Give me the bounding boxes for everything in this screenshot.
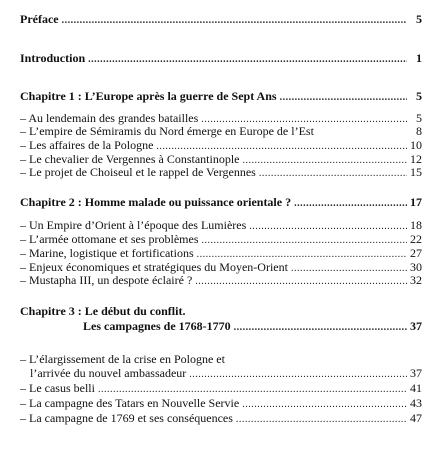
toc-entry-page: 18 [410,218,422,232]
toc-entry-page: 47 [410,411,422,425]
toc-entry [20,396,422,412]
toc-entry-label: – Le projet de Choiseul et le rappel de Vergennes [20,165,256,179]
toc-entry-page: 30 [410,260,422,274]
toc-entry-label: l’arrivée du nouvel ambassadeur [30,366,187,380]
toc-entry-page: 37 [410,319,422,333]
toc-entry-label: Les campagnes de 1768-1770 [83,319,231,333]
toc-entry-label: Chapitre 2 : Homme malade ou puissance orientale ? [20,195,292,209]
toc-entry-label: – L’armée ottomane et ses problèmes [20,232,199,246]
toc-entry-label: – La campagne des Tatars en Nouvelle Servie [20,396,240,410]
toc-entry-page: 32 [410,273,422,287]
toc-entry-label: – L’empire de Sémiramis du Nord émerge en Europe de l’Est [20,124,314,138]
toc-entry-page: 27 [410,246,422,260]
toc-chapter-2-heading [20,195,422,211]
toc-entry-label: Introduction [20,51,86,65]
toc-chapter-1-heading [20,89,422,105]
dot-leader [242,398,407,412]
toc-entry-label: – Le chevalier de Vergennes à Constantinople [20,152,240,166]
toc-entry-continuation [30,366,422,382]
dot-leader [236,413,407,427]
toc-entry-page: 41 [410,381,422,395]
toc-entry-label: – Mustapha III, un despote éclairé ? [20,273,193,287]
toc-chapter-3-heading [20,304,422,318]
dot-leader [234,321,407,335]
dot-leader [195,275,407,289]
toc-entry [20,165,422,181]
toc-entry-page: 5 [416,111,422,125]
toc-entry-page: 15 [410,165,422,179]
toc-entry-label: – Le casus belli [20,381,95,395]
toc-entry-label: – Marine, logistique et fortifications [20,246,194,260]
toc-entry-page: 5 [416,89,422,103]
toc-entry-label: Chapitre 1 : L’Europe après la guerre de Sept Ans [20,89,277,103]
toc-entry-label: – Les affaires de la Pologne [20,138,154,152]
toc-entry-label: – La campagne de 1769 et ses conséquences [20,411,233,425]
toc-entry [20,273,422,289]
dot-leader [88,53,407,67]
toc-entry-label: Chapitre 3 : Le début du conflit. [20,304,186,318]
toc-entry-page: 10 [410,138,422,152]
toc-entry [20,411,422,427]
toc-entry-label: – Enjeux économiques et stratégiques du Moyen-Orient [20,260,288,274]
dot-leader [98,383,407,397]
toc-entry [20,124,422,138]
toc-entry-page: 12 [410,152,422,166]
toc-entry-label: – L’élargissement de la crise en Pologne et [20,352,225,366]
toc-entry-page: 22 [410,232,422,246]
toc-chapter-3-subheading [83,319,422,335]
toc-entry-page: 43 [410,396,422,410]
toc-entry-page: 8 [416,124,422,138]
toc-entry [20,381,422,397]
dot-leader [280,91,407,105]
toc-entry-preface [20,12,422,28]
toc-entry [20,352,422,366]
toc-entry-page: 1 [416,51,422,65]
toc-entry-label: – Au lendemain des grandes batailles [20,111,199,125]
toc-entry-label: Préface [20,12,59,26]
toc-entry-page: 5 [416,12,422,26]
dot-leader [294,197,407,211]
toc-entry-introduction [20,51,422,67]
dot-leader [189,368,407,382]
toc-entry-page: 17 [410,195,422,209]
dot-leader [62,14,407,28]
dot-leader [259,167,407,181]
toc-entry-page: 37 [410,366,422,380]
toc-entry-label: – Un Empire d’Orient à l’époque des Lumières [20,218,247,232]
